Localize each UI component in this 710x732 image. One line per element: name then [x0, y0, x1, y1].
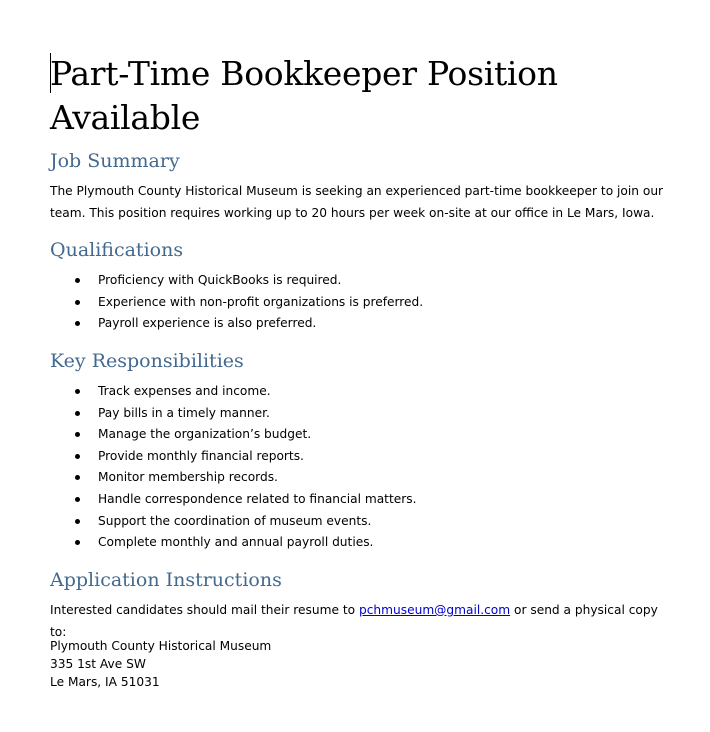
document-title: Part-Time Bookkeeper Position Available — [50, 54, 558, 137]
list-item — [50, 403, 416, 425]
bullet-icon — [75, 411, 80, 416]
job-summary-text: The Plymouth County Historical Museum is seeking an experienced part-time bookkeeper to join our team. This position requires working up to 20 hours per week on-site at our office in Le Mars, Iowa. — [50, 184, 664, 220]
heading-key-responsibilities: Key Responsibilities — [50, 350, 244, 372]
application-text-before: Interested candidates should mail their resume to — [50, 603, 359, 617]
email-link[interactable]: pchmuseum@gmail.com — [358, 603, 511, 617]
list-item — [50, 313, 423, 335]
bullet-icon — [75, 540, 80, 545]
responsibilities-list — [50, 381, 416, 554]
list-item-text: Handle correspondence related to financial matters. — [98, 491, 417, 506]
list-item — [50, 446, 416, 468]
bullet-icon — [75, 475, 80, 480]
address-line: Le Mars, IA 51031 — [50, 675, 160, 689]
bullet-icon — [75, 519, 80, 524]
list-item — [50, 424, 416, 446]
list-item-text: Provide monthly financial reports. — [98, 448, 304, 463]
list-item-text: Manage the organization’s budget. — [98, 427, 312, 442]
list-item-text: Proficiency with QuickBooks is required. — [98, 273, 342, 287]
list-item — [50, 532, 416, 554]
list-item-text: Track expenses and income. — [98, 384, 271, 398]
bullet-icon — [75, 454, 80, 459]
heading-application-instructions: Application Instructions — [50, 569, 282, 591]
bullet-icon — [75, 321, 80, 326]
list-item — [50, 270, 423, 292]
bullet-icon — [75, 497, 80, 502]
list-item-text: Complete monthly and annual payroll duties. — [98, 535, 374, 550]
list-item — [50, 511, 416, 533]
list-item — [50, 292, 423, 314]
list-item-text: Support the coordination of museum events. — [98, 513, 372, 528]
address-line: Plymouth County Historical Museum — [50, 639, 272, 653]
list-item — [50, 381, 416, 403]
heading-qualifications: Qualifications — [50, 239, 184, 261]
application-text-after: or send a physical copy to: — [50, 603, 658, 639]
address-line: 335 1st Ave SW — [50, 657, 146, 671]
bullet-icon — [75, 432, 80, 437]
mailing-address — [50, 637, 271, 691]
bullet-icon — [75, 278, 80, 283]
list-item-text: Experience with non-profit organizations is preferred. — [98, 294, 424, 309]
list-item — [50, 489, 416, 511]
list-item-text: Payroll experience is also preferred. — [98, 316, 317, 331]
list-item — [50, 467, 416, 489]
list-item-text: Monitor membership records. — [98, 470, 278, 485]
qualifications-list — [50, 270, 423, 335]
list-item-text: Pay bills in a timely manner. — [98, 405, 270, 420]
heading-job-summary: Job Summary — [50, 150, 180, 172]
bullet-icon — [75, 300, 80, 305]
bullet-icon — [75, 389, 80, 394]
